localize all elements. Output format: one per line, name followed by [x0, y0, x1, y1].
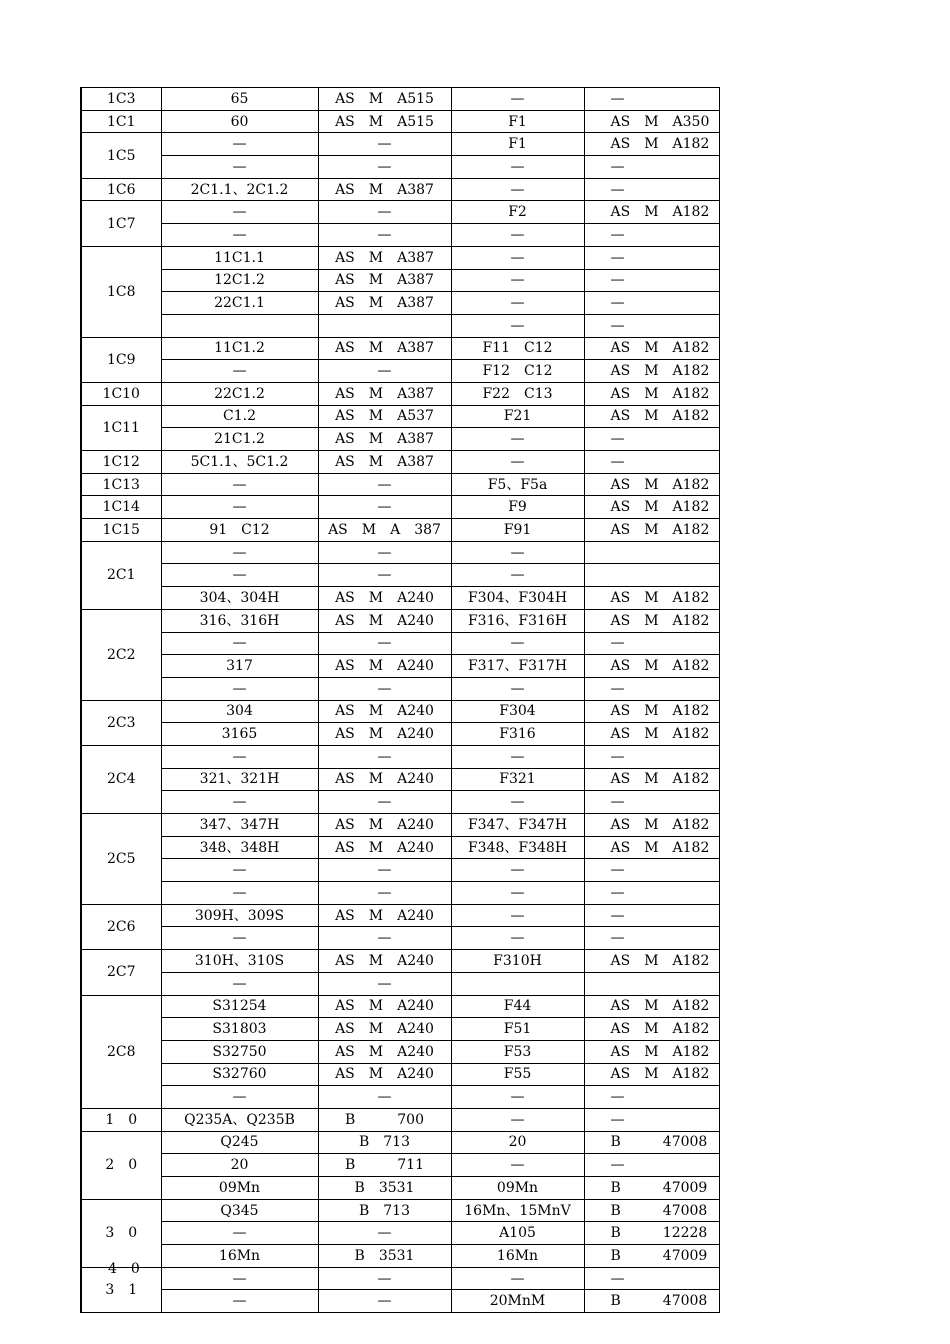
forging-grade-cell: F316 [451, 723, 584, 746]
plate-grade-cell: — [161, 1222, 318, 1245]
plate-standard-cell: — [318, 496, 451, 519]
table-row [81, 1267, 719, 1290]
plate-grade-cell: 20 [161, 1154, 318, 1177]
forging-grade-cell: — [451, 791, 584, 814]
forging-standard-cell: — [584, 178, 719, 201]
forging-grade-cell: F51 [451, 1018, 584, 1041]
plate-grade-cell: — [161, 1267, 318, 1290]
forging-grade-cell: F347、F347H [451, 814, 584, 837]
forging-grade-cell: F304、F304H [451, 587, 584, 610]
group-label-40: 4 0 [108, 1261, 140, 1277]
forging-standard-cell: — [584, 269, 719, 292]
forging-standard-cell: AS M A182 [584, 814, 719, 837]
forging-grade-cell: 09Mn [451, 1177, 584, 1200]
plate-standard-cell: B 713 [318, 1131, 451, 1154]
forging-standard-cell: AS M A182 [584, 655, 719, 678]
plate-standard-cell: AS M A387 [318, 382, 451, 405]
plate-grade-cell: 309H、309S [161, 904, 318, 927]
table-row [81, 496, 719, 519]
forging-grade-cell: — [451, 1108, 584, 1131]
group-cell: 2C7 [81, 950, 161, 995]
group-cell: 2C8 [81, 995, 161, 1108]
forging-standard-cell: — [584, 745, 719, 768]
forging-grade-cell: F1 [451, 110, 584, 133]
plate-grade-cell: — [161, 632, 318, 655]
forging-standard-cell: — [584, 904, 719, 927]
table-row [81, 904, 719, 927]
forging-standard-cell [584, 564, 719, 587]
table-row [81, 314, 719, 337]
forging-grade-cell: F304 [451, 700, 584, 723]
forging-grade-cell: — [451, 246, 584, 269]
plate-standard-cell: — [318, 632, 451, 655]
table-row [81, 655, 719, 678]
forging-standard-cell: — [584, 451, 719, 474]
table-row [81, 814, 719, 837]
group-cell: 1C12 [81, 451, 161, 474]
table-row [81, 1290, 719, 1313]
table-row [81, 723, 719, 746]
plate-standard-cell: AS M A387 [318, 246, 451, 269]
forging-standard-cell: AS M A182 [584, 133, 719, 156]
plate-grade-cell: 304 [161, 700, 318, 723]
plate-grade-cell: 321、321H [161, 768, 318, 791]
plate-standard-cell: B 713 [318, 1199, 451, 1222]
forging-standard-cell: — [584, 314, 719, 337]
forging-grade-cell: — [451, 859, 584, 882]
forging-grade-cell: — [451, 451, 584, 474]
forging-standard-cell: B 47008 [584, 1199, 719, 1222]
plate-standard-cell: AS M A240 [318, 1018, 451, 1041]
plate-standard-cell: B 700 [318, 1108, 451, 1131]
group-cell: 2 0 [81, 1131, 161, 1199]
table-row [81, 133, 719, 156]
plate-grade-cell: — [161, 224, 318, 247]
group-cell: 2C4 [81, 745, 161, 813]
plate-grade-cell: 304、304H [161, 587, 318, 610]
forging-grade-cell: F55 [451, 1063, 584, 1086]
forging-standard-cell: AS M A182 [584, 382, 719, 405]
plate-standard-cell: — [318, 882, 451, 905]
plate-grade-cell: 347、347H [161, 814, 318, 837]
forging-standard-cell: AS M A182 [584, 1018, 719, 1041]
group-cell: 1 0 [81, 1108, 161, 1131]
table-row [81, 1177, 719, 1200]
plate-grade-cell: — [161, 1086, 318, 1109]
forging-grade-cell: F44 [451, 995, 584, 1018]
forging-grade-cell: 16Mn [451, 1245, 584, 1268]
group-cell: 1C7 [81, 201, 161, 246]
table-row [81, 405, 719, 428]
forging-standard-cell: AS M A182 [584, 337, 719, 360]
table-row [81, 1063, 719, 1086]
table-row [81, 1131, 719, 1154]
group-cell: 2C6 [81, 904, 161, 949]
forging-standard-cell: AS M A182 [584, 609, 719, 632]
group-cell: 3 0 [81, 1199, 161, 1267]
forging-grade-cell: — [451, 677, 584, 700]
group-cell: 2C3 [81, 700, 161, 745]
forging-standard-cell: AS M A182 [584, 723, 719, 746]
plate-grade-cell: S32760 [161, 1063, 318, 1086]
plate-standard-cell: — [318, 1290, 451, 1313]
table-row [81, 269, 719, 292]
plate-standard-cell: AS M A240 [318, 723, 451, 746]
plate-grade-cell: 65 [161, 88, 318, 111]
table-row [81, 950, 719, 973]
plate-grade-cell: — [161, 564, 318, 587]
plate-standard-cell: B 711 [318, 1154, 451, 1177]
forging-standard-cell: — [584, 791, 719, 814]
forging-grade-cell: F310H [451, 950, 584, 973]
plate-standard-cell: AS M A 387 [318, 519, 451, 542]
group-cell: 2C5 [81, 814, 161, 905]
plate-grade-cell: 91 C12 [161, 519, 318, 542]
forging-standard-cell: — [584, 882, 719, 905]
forging-standard-cell: — [584, 677, 719, 700]
plate-standard-cell: AS M A240 [318, 700, 451, 723]
forging-standard-cell: AS M A182 [584, 995, 719, 1018]
forging-standard-cell: AS M A182 [584, 1040, 719, 1063]
table-row [81, 541, 719, 564]
plate-standard-cell: AS M A515 [318, 110, 451, 133]
plate-grade-cell: 11C1.1 [161, 246, 318, 269]
table-row [81, 1040, 719, 1063]
forging-grade-cell: F321 [451, 768, 584, 791]
forging-standard-cell: B 47008 [584, 1131, 719, 1154]
forging-standard-cell: — [584, 859, 719, 882]
forging-standard-cell: AS M A182 [584, 836, 719, 859]
plate-grade-cell: 2C1.1、2C1.2 [161, 178, 318, 201]
forging-grade-cell: A105 [451, 1222, 584, 1245]
plate-grade-cell: — [161, 1290, 318, 1313]
plate-standard-cell: AS M A387 [318, 292, 451, 315]
plate-grade-cell: — [161, 972, 318, 995]
plate-standard-cell: — [318, 1086, 451, 1109]
forging-standard-cell: AS M A182 [584, 473, 719, 496]
plate-grade-cell: S31254 [161, 995, 318, 1018]
forging-grade-cell: — [451, 156, 584, 179]
table-row [81, 768, 719, 791]
forging-standard-cell: B 47009 [584, 1177, 719, 1200]
plate-standard-cell: AS M A515 [318, 88, 451, 111]
table-row [81, 882, 719, 905]
forging-standard-cell: — [584, 1267, 719, 1290]
plate-grade-cell: 12C1.2 [161, 269, 318, 292]
forging-standard-cell [584, 541, 719, 564]
forging-standard-cell: — [584, 246, 719, 269]
forging-grade-cell: F348、F348H [451, 836, 584, 859]
plate-standard-cell: AS M A240 [318, 814, 451, 837]
forging-standard-cell: AS M A182 [584, 950, 719, 973]
forging-grade-cell: — [451, 904, 584, 927]
plate-grade-cell: 22C1.1 [161, 292, 318, 315]
forging-standard-cell: B 47009 [584, 1245, 719, 1268]
plate-standard-cell: — [318, 677, 451, 700]
material-table-sheet [80, 87, 718, 1313]
table-row [81, 360, 719, 383]
table-row [81, 972, 719, 995]
table-row [81, 337, 719, 360]
plate-grade-cell: 22C1.2 [161, 382, 318, 405]
plate-grade-cell: — [161, 360, 318, 383]
table-row [81, 451, 719, 474]
forging-grade-cell: F91 [451, 519, 584, 542]
table-row [81, 292, 719, 315]
forging-grade-cell: — [451, 745, 584, 768]
plate-grade-cell: 3165 [161, 723, 318, 746]
plate-grade-cell: — [161, 541, 318, 564]
forging-standard-cell: AS M A182 [584, 496, 719, 519]
group-cell: 2C1 [81, 541, 161, 609]
plate-grade-cell: — [161, 133, 318, 156]
material-table [80, 87, 720, 1313]
forging-standard-cell: — [584, 156, 719, 179]
plate-standard-cell: — [318, 156, 451, 179]
forging-grade-cell: F316、F316H [451, 609, 584, 632]
table-row [81, 473, 719, 496]
table-row [81, 1154, 719, 1177]
plate-grade-cell: — [161, 791, 318, 814]
forging-grade-cell: — [451, 292, 584, 315]
group-cell: 1C3 [81, 88, 161, 111]
table-row [81, 1086, 719, 1109]
forging-standard-cell: B 47008 [584, 1290, 719, 1313]
forging-grade-cell: F11 C12 [451, 337, 584, 360]
plate-grade-cell: 09Mn [161, 1177, 318, 1200]
forging-grade-cell: F5、F5a [451, 473, 584, 496]
table-row [81, 156, 719, 179]
group-cell: 1C5 [81, 133, 161, 178]
plate-standard-cell: AS M A387 [318, 337, 451, 360]
plate-grade-cell: Q245 [161, 1131, 318, 1154]
plate-standard-cell: — [318, 859, 451, 882]
forging-grade-cell [451, 972, 584, 995]
forging-standard-cell: — [584, 927, 719, 950]
plate-standard-cell: AS M A387 [318, 428, 451, 451]
table-row [81, 1108, 719, 1131]
plate-grade-cell: — [161, 473, 318, 496]
forging-standard-cell: AS M A182 [584, 519, 719, 542]
plate-standard-cell: — [318, 791, 451, 814]
forging-grade-cell: — [451, 1154, 584, 1177]
plate-standard-cell: — [318, 745, 451, 768]
table-row [81, 995, 719, 1018]
forging-grade-cell: — [451, 1267, 584, 1290]
forging-grade-cell: 20 [451, 1131, 584, 1154]
forging-standard-cell: AS M A182 [584, 587, 719, 610]
group-cell: 1C8 [81, 246, 161, 337]
plate-grade-cell: 317 [161, 655, 318, 678]
plate-standard-cell: — [318, 133, 451, 156]
forging-grade-cell: — [451, 178, 584, 201]
plate-grade-cell: S32750 [161, 1040, 318, 1063]
plate-grade-cell: C1.2 [161, 405, 318, 428]
plate-grade-cell [161, 314, 318, 337]
plate-grade-cell: — [161, 496, 318, 519]
forging-grade-cell: 20MnM [451, 1290, 584, 1313]
table-row [81, 201, 719, 224]
plate-standard-cell: AS M A387 [318, 269, 451, 292]
table-row [81, 859, 719, 882]
forging-standard-cell: — [584, 428, 719, 451]
group-cell: 1C9 [81, 337, 161, 382]
group-cell: 1C1 [81, 110, 161, 133]
table-row [81, 88, 719, 111]
group-cell: 2C2 [81, 609, 161, 700]
plate-grade-cell: — [161, 745, 318, 768]
forging-grade-cell: — [451, 88, 584, 111]
plate-standard-cell: — [318, 927, 451, 950]
forging-grade-cell: — [451, 1086, 584, 1109]
table-row [81, 609, 719, 632]
plate-grade-cell: 60 [161, 110, 318, 133]
group-cell: 1C13 [81, 473, 161, 496]
forging-standard-cell: B 12228 [584, 1222, 719, 1245]
forging-standard-cell: — [584, 1154, 719, 1177]
table-row [81, 700, 719, 723]
plate-standard-cell: — [318, 1267, 451, 1290]
table-row [81, 224, 719, 247]
plate-grade-cell: 21C1.2 [161, 428, 318, 451]
group-cell: 1C15 [81, 519, 161, 542]
plate-grade-cell: — [161, 882, 318, 905]
plate-grade-cell: Q235A、Q235B [161, 1108, 318, 1131]
forging-standard-cell: — [584, 88, 719, 111]
table-row [81, 836, 719, 859]
group-cell: 1C11 [81, 405, 161, 450]
plate-standard-cell [318, 314, 451, 337]
forging-grade-cell: F9 [451, 496, 584, 519]
table-row [81, 745, 719, 768]
forging-grade-cell: — [451, 882, 584, 905]
plate-grade-cell: — [161, 677, 318, 700]
forging-grade-cell: F317、F317H [451, 655, 584, 678]
table-row [81, 178, 719, 201]
table-row [81, 632, 719, 655]
plate-standard-cell: — [318, 224, 451, 247]
plate-standard-cell: B 3531 [318, 1245, 451, 1268]
table-row [81, 246, 719, 269]
forging-grade-cell: F2 [451, 201, 584, 224]
forging-grade-cell: 16Mn、15MnV [451, 1199, 584, 1222]
forging-standard-cell: AS M A182 [584, 405, 719, 428]
forging-standard-cell: AS M A182 [584, 768, 719, 791]
plate-standard-cell: — [318, 564, 451, 587]
table-row [81, 677, 719, 700]
plate-standard-cell: AS M A240 [318, 1040, 451, 1063]
forging-grade-cell: F12 C12 [451, 360, 584, 383]
plate-grade-cell: S31803 [161, 1018, 318, 1041]
plate-grade-cell: 16Mn [161, 1245, 318, 1268]
plate-standard-cell: AS M A240 [318, 904, 451, 927]
plate-standard-cell: AS M A240 [318, 587, 451, 610]
forging-grade-cell: — [451, 428, 584, 451]
table-row [81, 791, 719, 814]
plate-grade-cell: 11C1.2 [161, 337, 318, 360]
plate-standard-cell: B 3531 [318, 1177, 451, 1200]
group-cell: 1C10 [81, 382, 161, 405]
forging-standard-cell: — [584, 1086, 719, 1109]
plate-standard-cell: — [318, 972, 451, 995]
forging-grade-cell: F1 [451, 133, 584, 156]
forging-grade-cell: F53 [451, 1040, 584, 1063]
plate-grade-cell: 348、348H [161, 836, 318, 859]
plate-grade-cell: — [161, 201, 318, 224]
forging-grade-cell: — [451, 314, 584, 337]
group-cell: 3 1 [81, 1267, 161, 1312]
forging-grade-cell: — [451, 224, 584, 247]
material-table-body [81, 88, 719, 1313]
plate-standard-cell: — [318, 473, 451, 496]
forging-grade-cell: F22 C13 [451, 382, 584, 405]
plate-standard-cell: AS M A240 [318, 950, 451, 973]
plate-standard-cell: — [318, 1222, 451, 1245]
plate-grade-cell: 5C1.1、5C1.2 [161, 451, 318, 474]
plate-standard-cell: AS M A537 [318, 405, 451, 428]
table-row [81, 587, 719, 610]
forging-grade-cell: F21 [451, 405, 584, 428]
forging-grade-cell: — [451, 632, 584, 655]
group-cell: 1C6 [81, 178, 161, 201]
plate-standard-cell: — [318, 541, 451, 564]
plate-grade-cell: Q345 [161, 1199, 318, 1222]
plate-standard-cell: AS M A387 [318, 178, 451, 201]
table-row [81, 428, 719, 451]
forging-grade-cell: — [451, 541, 584, 564]
plate-grade-cell: — [161, 859, 318, 882]
table-row [81, 382, 719, 405]
plate-standard-cell: AS M A387 [318, 451, 451, 474]
plate-standard-cell: AS M A240 [318, 655, 451, 678]
plate-grade-cell: 310H、310S [161, 950, 318, 973]
group-cell: 1C14 [81, 496, 161, 519]
table-row [81, 1222, 719, 1245]
forging-grade-cell: — [451, 269, 584, 292]
forging-grade-cell: — [451, 564, 584, 587]
forging-grade-cell: — [451, 927, 584, 950]
forging-standard-cell [584, 972, 719, 995]
table-row [81, 519, 719, 542]
plate-standard-cell: AS M A240 [318, 609, 451, 632]
plate-standard-cell: AS M A240 [318, 1063, 451, 1086]
forging-standard-cell: — [584, 292, 719, 315]
forging-standard-cell: AS M A350 [584, 110, 719, 133]
table-row [81, 927, 719, 950]
forging-standard-cell: — [584, 632, 719, 655]
table-row [81, 110, 719, 133]
plate-grade-cell: 316、316H [161, 609, 318, 632]
plate-standard-cell: AS M A240 [318, 995, 451, 1018]
forging-standard-cell: AS M A182 [584, 700, 719, 723]
plate-grade-cell: — [161, 156, 318, 179]
forging-standard-cell: AS M A182 [584, 201, 719, 224]
forging-standard-cell: AS M A182 [584, 360, 719, 383]
plate-standard-cell: AS M A240 [318, 836, 451, 859]
plate-standard-cell: — [318, 201, 451, 224]
plate-grade-cell: — [161, 927, 318, 950]
forging-standard-cell: AS M A182 [584, 1063, 719, 1086]
forging-standard-cell: — [584, 1108, 719, 1131]
table-row [81, 564, 719, 587]
plate-standard-cell: — [318, 360, 451, 383]
table-row [81, 1018, 719, 1041]
table-row [81, 1245, 719, 1268]
table-row [81, 1199, 719, 1222]
plate-standard-cell: AS M A240 [318, 768, 451, 791]
forging-standard-cell: — [584, 224, 719, 247]
